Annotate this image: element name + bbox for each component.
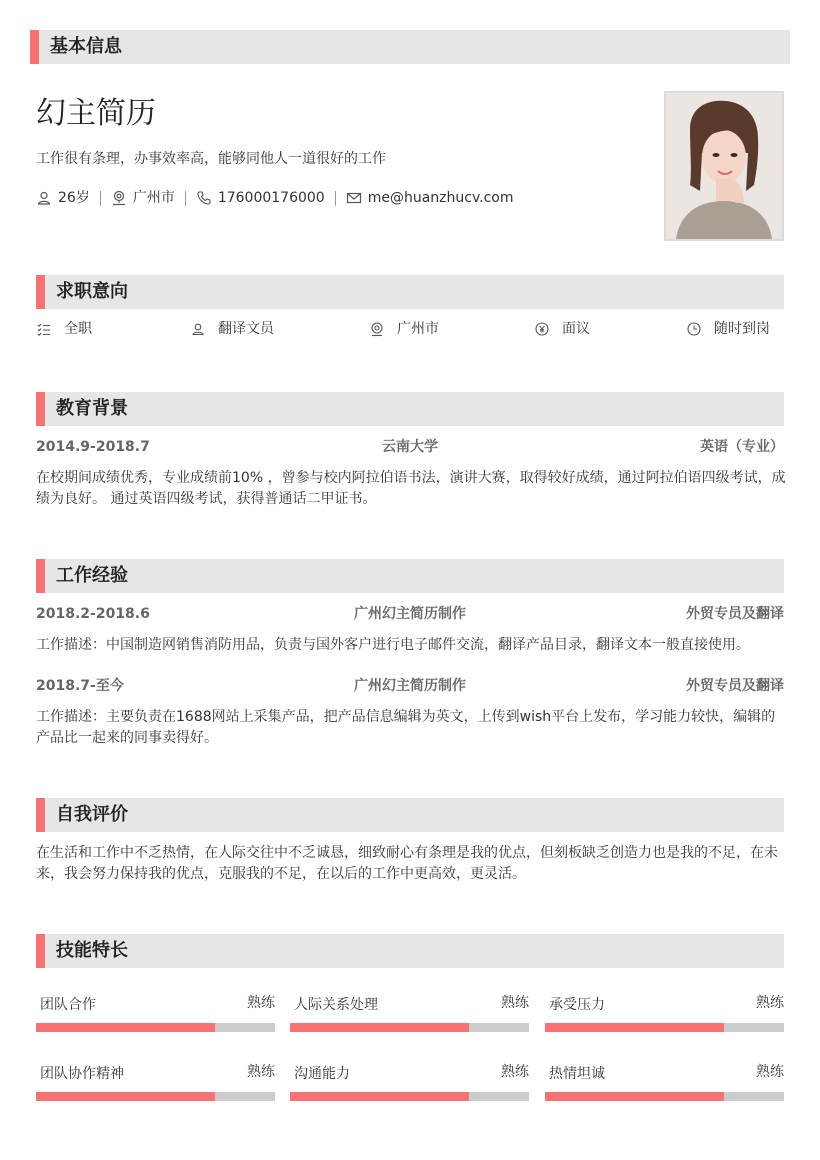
skill-item <box>290 1064 529 1104</box>
divider <box>100 191 101 206</box>
skill-level: 熟练 <box>247 995 275 1011</box>
user-icon <box>36 190 52 206</box>
location-icon <box>369 321 385 337</box>
work-row <box>36 676 784 696</box>
education-period: 2014.9-2018.7 <box>36 439 150 455</box>
person-icon <box>190 321 206 337</box>
accent-bar <box>30 30 39 64</box>
accent-bar <box>36 798 45 832</box>
skill-name: 团队协作精神 <box>40 1066 124 1082</box>
section-title: 教育背景 <box>56 398 128 419</box>
section-title: 求职意向 <box>56 281 128 302</box>
section-title: 技能特长 <box>56 940 128 961</box>
section-header-work <box>36 559 784 593</box>
city-text: 广州市 <box>132 190 175 206</box>
skill-name: 沟通能力 <box>294 1066 350 1082</box>
intent-position-text: 翻译文员 <box>218 321 274 337</box>
section-title: 工作经验 <box>56 565 128 586</box>
work-company: 广州幻主简历制作 <box>354 606 466 622</box>
phone-icon <box>196 190 212 206</box>
resume-name: 幻主简历 <box>36 96 156 131</box>
intent-type <box>36 318 92 340</box>
intent-salary <box>534 318 590 340</box>
skill-bar-track <box>36 1092 275 1101</box>
contact-age <box>36 188 90 208</box>
intent-city <box>369 318 439 340</box>
skill-item <box>36 995 275 1035</box>
skill-bar-track <box>545 1023 784 1032</box>
contact-phone <box>196 188 325 208</box>
accent-bar <box>36 392 45 426</box>
accent-bar <box>36 934 45 968</box>
email-text: me@huanzhucv.com <box>367 190 514 206</box>
section-title: 自我评价 <box>56 804 128 825</box>
skill-bar-fill <box>36 1092 215 1101</box>
intent-salary-text: 面议 <box>562 321 590 337</box>
work-role: 外贸专员及翻译 <box>686 678 784 694</box>
contact-city <box>111 188 175 208</box>
education-school: 云南大学 <box>382 439 438 455</box>
skill-level: 熟练 <box>756 995 784 1011</box>
section-header-skills <box>36 934 784 968</box>
skill-bar-track <box>36 1023 275 1032</box>
skill-level: 熟练 <box>501 995 529 1011</box>
portrait-image <box>666 93 782 239</box>
job-intent <box>36 318 784 340</box>
section-header-self <box>36 798 784 832</box>
skill-name: 团队合作 <box>40 997 96 1013</box>
education-major: 英语（专业） <box>700 439 784 455</box>
location-icon <box>111 190 127 206</box>
intent-position <box>190 318 274 340</box>
section-title: 基本信息 <box>50 36 122 57</box>
skill-bar-fill <box>290 1092 469 1101</box>
section-header-basic <box>30 30 790 64</box>
intent-type-text: 全职 <box>64 321 92 337</box>
tagline: 工作很有条理，办事效率高，能够同他人一道很好的工作 <box>36 151 386 167</box>
work-row <box>36 604 784 624</box>
education-row <box>36 437 784 457</box>
phone-text: 176000176000 <box>217 190 325 206</box>
skill-item <box>545 995 784 1035</box>
skill-name: 人际关系处理 <box>294 997 378 1013</box>
skill-level: 熟练 <box>501 1064 529 1080</box>
contact-email <box>346 188 514 208</box>
skill-bar-track <box>290 1092 529 1101</box>
accent-bar <box>36 559 45 593</box>
section-header-education <box>36 392 784 426</box>
contact-info <box>36 188 514 208</box>
work-description: 工作描述：主要负责在1688网站上采集产品，把产品信息编辑为英文，上传到wish平台上发布，学习能力较快，编辑的产品比一起来的同事卖得好。 <box>36 709 776 746</box>
self-evaluation: 在生活和工作中不乏热情，在人际交往中不乏诚恳，细致耐心有条理是我的优点，但刻板缺乏创造力也是我的不足，在未来，我会努力保持我的优点，克服我的不足，在以后的工作中更高效，更灵活。 <box>36 845 778 882</box>
skill-bar-fill <box>290 1023 469 1032</box>
work-role: 外贸专员及翻译 <box>686 606 784 622</box>
intent-city-text: 广州市 <box>397 321 439 337</box>
skill-bar-track <box>545 1092 784 1101</box>
education-description: 在校期间成绩优秀，专业成绩前10% ，曾参与校内阿拉伯语书法，演讲大赛，取得较好成绩，通过阿拉伯语四级考试，成绩为良好。 通过英语四级考试，获得普通话二甲证书。 <box>36 470 786 507</box>
work-description: 工作描述：中国制造网销售消防用品，负责与国外客户进行电子邮件交流，翻译产品目录，翻译文本一般直接使用。 <box>36 637 750 653</box>
intent-start-text: 随时到岗 <box>714 321 770 337</box>
skill-name: 承受压力 <box>549 997 605 1013</box>
accent-bar <box>36 275 45 309</box>
skill-item <box>545 1064 784 1104</box>
age-text: 26岁 <box>58 190 90 206</box>
yuan-icon <box>534 321 550 337</box>
skill-bar-fill <box>545 1023 724 1032</box>
divider <box>335 191 336 206</box>
skill-bar-track <box>290 1023 529 1032</box>
skill-bar-fill <box>36 1023 215 1032</box>
list-icon <box>36 321 52 337</box>
skill-item <box>290 995 529 1035</box>
section-header-intent <box>36 275 784 309</box>
work-period: 2018.7-至今 <box>36 678 124 694</box>
clock-icon <box>686 321 702 337</box>
work-company: 广州幻主简历制作 <box>354 678 466 694</box>
skill-bar-fill <box>545 1092 724 1101</box>
profile-photo <box>664 91 784 241</box>
skill-level: 熟练 <box>247 1064 275 1080</box>
divider <box>185 191 186 206</box>
work-period: 2018.2-2018.6 <box>36 606 150 622</box>
skill-level: 熟练 <box>756 1064 784 1080</box>
skill-name: 热情坦诚 <box>549 1066 605 1082</box>
intent-start <box>686 318 770 340</box>
skill-item <box>36 1064 275 1104</box>
mail-icon <box>346 190 362 206</box>
